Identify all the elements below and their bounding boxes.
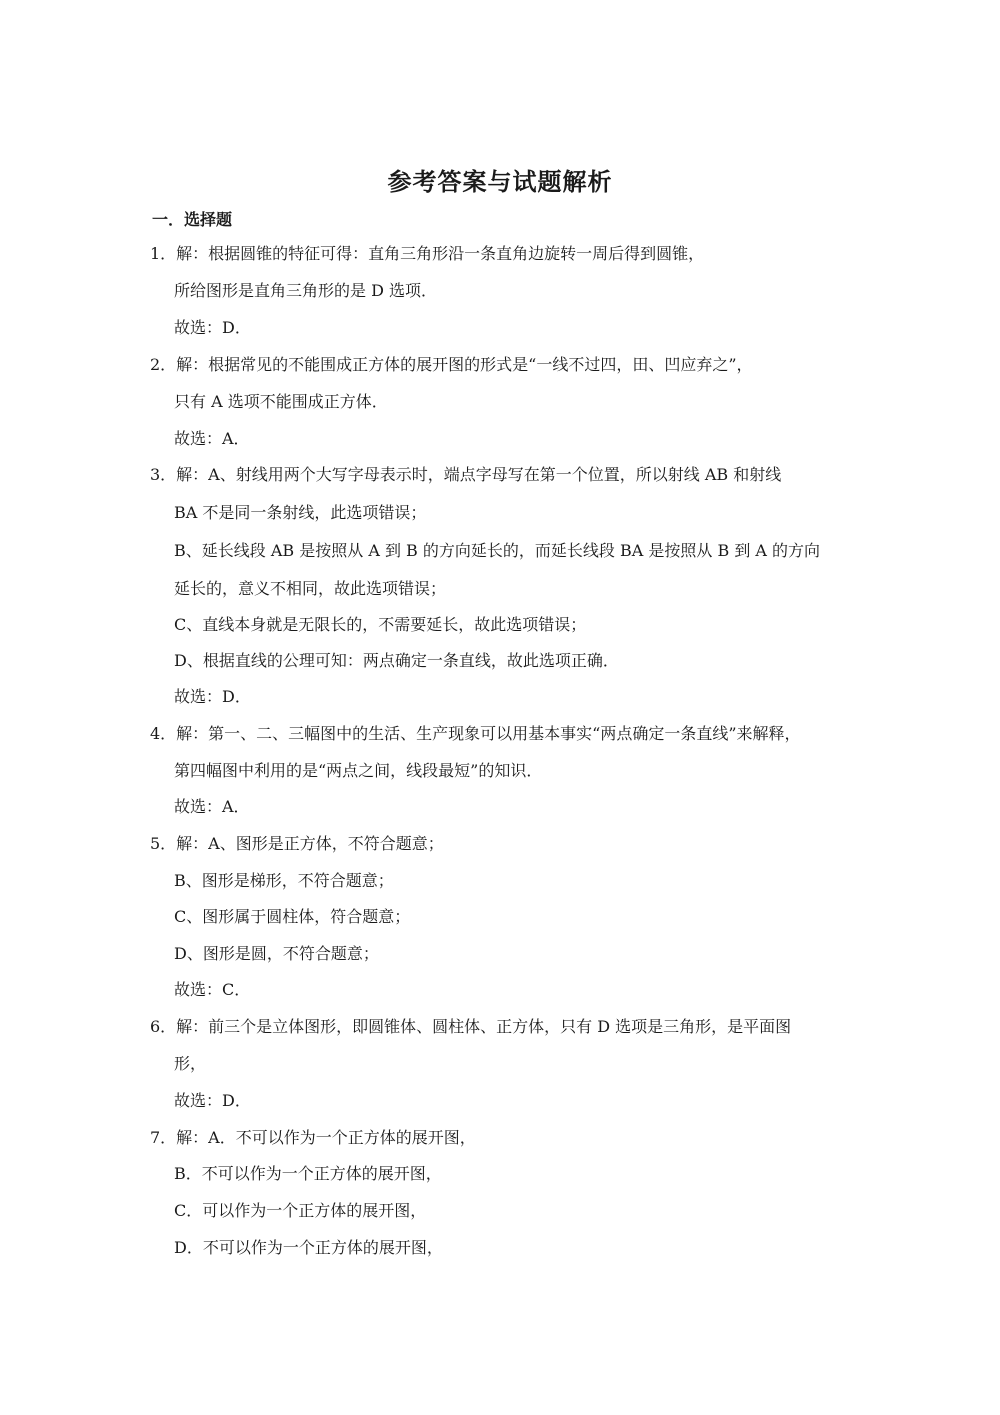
answer-line: 第四幅图中利用的是“两点之间，线段最短”的知识． bbox=[174, 761, 543, 780]
answer-line: 5．解：A、图形是正方体，不符合题意； bbox=[150, 834, 444, 853]
answer-line: D、根据直线的公理可知：两点确定一条直线，故此选项正确． bbox=[174, 651, 619, 670]
answer-line: 4．解：第一、二、三幅图中的生活、生产现象可以用基本事实“两点确定一条直线”来解释， bbox=[150, 724, 801, 743]
answer-line: 故选：A． bbox=[174, 429, 250, 448]
answer-line: 形， bbox=[174, 1054, 207, 1073]
answer-line: 延长的，意义不相同，故此选项错误； bbox=[174, 579, 447, 598]
answer-line: 故选：C． bbox=[174, 980, 251, 999]
answer-line: 3．解：A、射线用两个大写字母表示时，端点字母写在第一个位置，所以射线 AB 和射线 bbox=[150, 465, 782, 484]
page-title: 参考答案与试题解析 bbox=[387, 168, 613, 196]
answer-line: 2．解：根据常见的不能围成正方体的展开图的形式是“一线不过四，田、凹应弃之”， bbox=[150, 355, 753, 374]
answer-line: C．可以作为一个正方体的展开图， bbox=[174, 1201, 427, 1220]
answer-line: 故选：D． bbox=[174, 1091, 251, 1110]
answer-line: 故选：D． bbox=[174, 687, 251, 706]
answer-line: 故选：A． bbox=[174, 797, 250, 816]
answer-line: BA 不是同一条射线，此选项错误； bbox=[174, 503, 427, 522]
answer-line: D、图形是圆，不符合题意； bbox=[174, 944, 379, 963]
answer-line: C、图形属于圆柱体，符合题意； bbox=[174, 907, 411, 926]
section-heading: 一．选择题 bbox=[152, 210, 233, 229]
answer-line: C、直线本身就是无限长的，不需要延长，故此选项错误； bbox=[174, 615, 587, 634]
answer-line: 1．解：根据圆锥的特征可得：直角三角形沿一条直角边旋转一周后得到圆锥， bbox=[150, 244, 705, 263]
answer-line: 故选：D． bbox=[174, 318, 251, 337]
answer-line: 所给图形是直角三角形的是 D 选项． bbox=[174, 281, 438, 300]
answer-line: 6．解：前三个是立体图形，即圆锥体、圆柱体、正方体，只有 D 选项是三角形，是平面图 bbox=[150, 1017, 792, 1036]
answer-line: B．不可以作为一个正方体的展开图， bbox=[174, 1164, 442, 1183]
answer-line: 只有 A 选项不能围成正方体． bbox=[174, 392, 388, 411]
answer-line: D．不可以作为一个正方体的展开图， bbox=[174, 1238, 443, 1257]
answer-line: B、图形是梯形，不符合题意； bbox=[174, 871, 394, 890]
answer-line: B、延长线段 AB 是按照从 A 到 B 的方向延长的，而延长线段 BA 是按照从 B 到 A 的方向 bbox=[174, 541, 821, 560]
answer-line: 7．解：A．不可以作为一个正方体的展开图， bbox=[150, 1128, 476, 1147]
